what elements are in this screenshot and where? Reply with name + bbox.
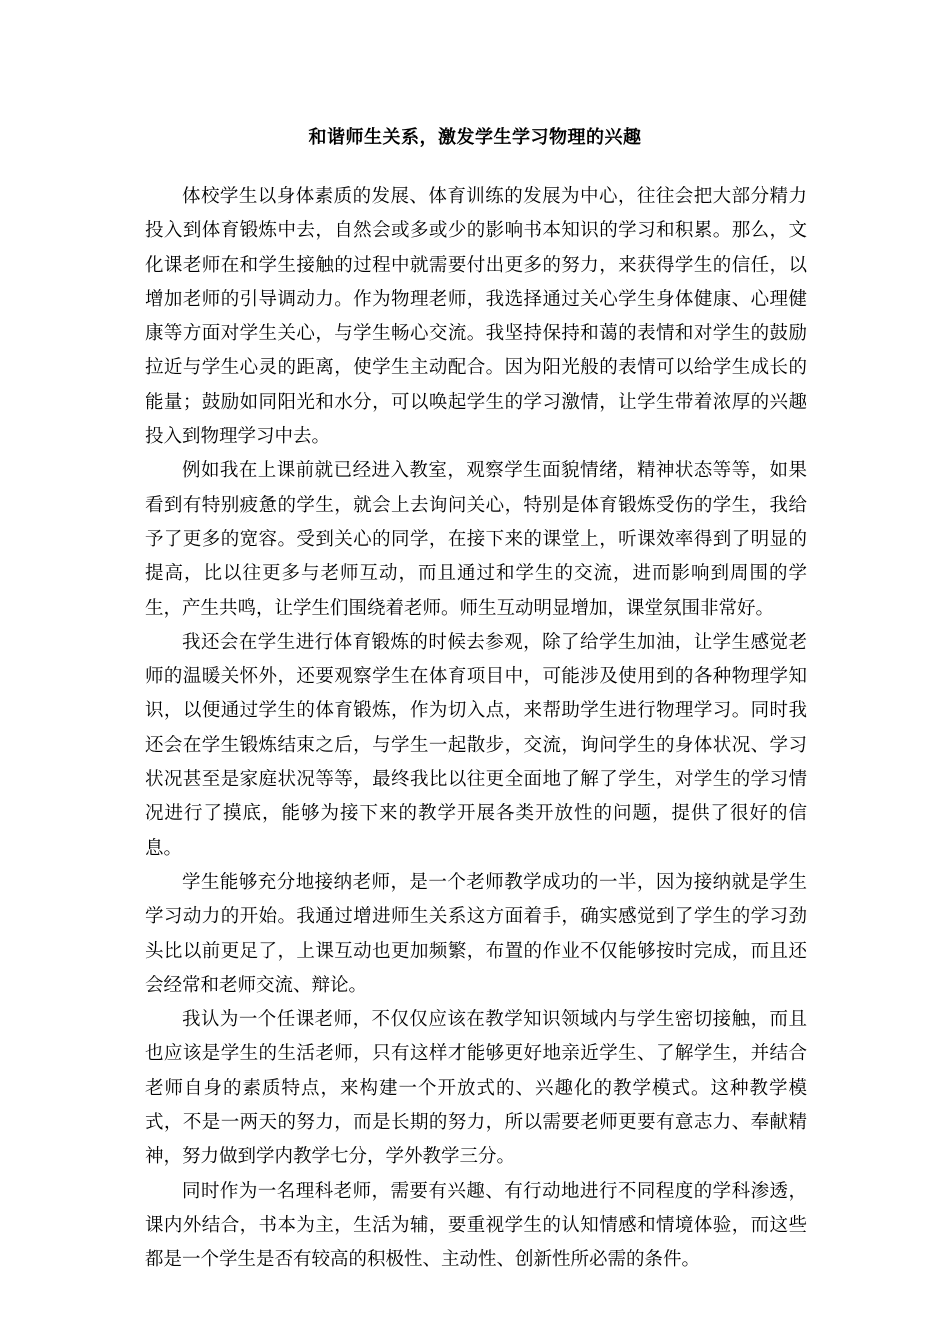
paragraph-1: 体校学生以身体素质的发展、体育训练的发展为中心，往往会把大部分精力投入到体育锻炼中去，自然会或多或少的影响书本知识的学习和积累。那么，文化课老师在和学生接触的过程中就需要付出更多的努力，来获得学生的信任，以增加老师的引导调动力。作为物理老师，我选择通过关心学生身体健康、心理健康等方面对学生关心，与学生畅心交流。我坚持保持和蔼的表情和对学生的鼓励拉近与学生心灵的距离，使学生主动配合。因为阳光般的表情可以给学生成长的能量；鼓励如同阳光和水分，可以唤起学生的学习激情，让学生带着浓厚的兴趣投入到物理学习中去。: [145, 186, 807, 448]
paragraph-5: 我认为一个任课老师，不仅仅应该在教学知识领域内与学生密切接触，而且也应该是学生的生活老师，只有这样才能够更好地亲近学生、了解学生，并结合老师自身的素质特点，来构建一个开放式的、兴趣化的教学模式。这种教学模式，不是一两天的努力，而是长期的努力，所以需要老师更要有意志力、奉献精神，努力做到学内教学七分，学外教学三分。: [145, 1009, 807, 1168]
document-title: 和谐师生关系，激发学生学习物理的兴趣: [308, 127, 642, 148]
paragraph-4: 学生能够充分地接纳老师，是一个老师教学成功的一半，因为接纳就是学生学习动力的开始。我通过增进师生关系这方面着手，确实感觉到了学生的学习劲头比以前更足了，上课互动也更加频繁，布置的作业不仅能够按时完成，而且还会经常和老师交流、辩论。: [145, 871, 807, 996]
paragraph-6: 同时作为一名理科老师，需要有兴趣、有行动地进行不同程度的学科渗透，课内外结合，书本为主，生活为辅，要重视学生的认知情感和情境体验，而这些都是一个学生是否有较高的积极性、主动性、创新性所必需的条件。: [145, 1180, 807, 1271]
paragraph-3: 我还会在学生进行体育锻炼的时候去参观，除了给学生加油，让学生感觉老师的温暖关怀外，还要观察学生在体育项目中，可能涉及使用到的各种物理学知识，以便通过学生的体育锻炼，作为切入点，来帮助学生进行物理学习。同时我还会在学生锻炼结束之后，与学生一起散步，交流，询问学生的身体状况、学习状况甚至是家庭状况等等，最终我比以往更全面地了解了学生，对学生的学习情况进行了摸底，能够为接下来的教学开展各类开放性的问题，提供了很好的信息。: [145, 631, 807, 859]
paragraph-2: 例如我在上课前就已经进入教室，观察学生面貌情绪，精神状态等等，如果看到有特别疲惫的学生，就会上去询问关心，特别是体育锻炼受伤的学生，我给予了更多的宽容。受到关心的同学，在接下来的课堂上，听课效率得到了明显的提高，比以往更多与老师互动，而且通过和学生的交流，进而影响到周围的学生，产生共鸣，让学生们围绕着老师。师生互动明显增加，课堂氛围非常好。: [145, 460, 807, 619]
document-body: [145, 180, 807, 1278]
